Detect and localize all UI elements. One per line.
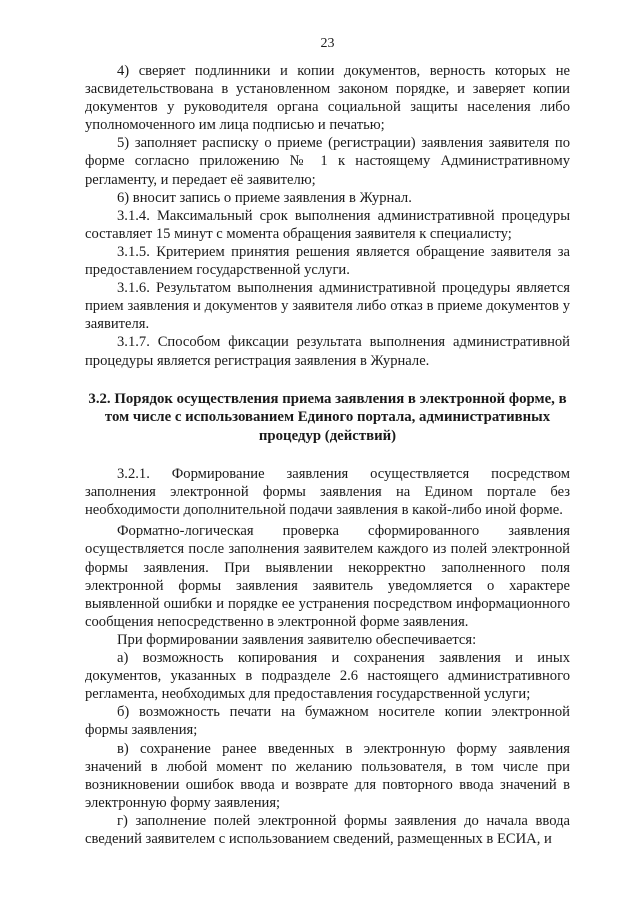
bottom-paragraphs: [85, 465, 570, 848]
paragraph: 5) заполняет расписку о приеме (регистрации) заявления заявителя по форме согласно приложению № 1 к настоящему Административному регламенту, и передает её заявителю;: [85, 135, 570, 188]
paragraph: 6) вносит запись о приеме заявления в Журнал.: [117, 189, 412, 206]
paragraph: 3.1.7. Способом фиксации результата выполнения административной процедуры является регистрация заявления в Журнале.: [85, 334, 570, 369]
paragraph: г) заполнение полей электронной формы заявления до начала ввода сведений заявителем с использованием сведений, размещенных в ЕСИА, и: [85, 812, 570, 847]
top-paragraphs: [85, 62, 570, 370]
paragraph: 3.1.4. Максимальный срок выполнения административной процедуры составляет 15 минут с момента обращения заявителя к специалисту;: [85, 207, 570, 242]
paragraph: 3.2.1. Формирование заявления осуществляется посредством заполнения электронной формы заявления на Едином портале без необходимости дополнительной подачи заявления в какой-либо иной форме.: [85, 466, 570, 519]
paragraph: 3.1.6. Результатом выполнения административной процедуры является прием заявления и документов у заявителя либо отказ в приеме документов у заявителя.: [85, 280, 570, 333]
paragraph: б) возможность печати на бумажном носителе копии электронной формы заявления;: [85, 704, 570, 739]
paragraph: Форматно-логическая проверка сформированного заявления осуществляется после заполнения заявителем каждого из полей электронной формы заявления. При выявлении некорректно заполненного поля электронной формы заявления заявитель уведомляется о характере выявленной ошибки и порядке ее устранения посредством информационного сообщения непосредственно в электронной форме заявления.: [85, 523, 570, 630]
section-heading-line: том числе с использованием Единого портала, административных: [104, 409, 551, 426]
page-number: 23: [320, 36, 335, 51]
paragraph: 3.1.5. Критерием принятия решения является обращение заявителя за предоставлением государственной услуги.: [85, 243, 570, 279]
paragraph: а) возможность копирования и сохранения заявления и иных документов, указанных в подразделе 2.6 настоящего административного регламента, необходимых для предоставления государственной услуги;: [85, 650, 570, 703]
paragraph: в) сохранение ранее введенных в электронную форму заявления значений в любой момент по желанию пользователя, в том числе при возникновении ошибок ввода и возврате для повторного ввода значений в электронную форму заявления;: [85, 740, 570, 811]
section-heading-line: 3.2. Порядок осуществления приема заявления в электронной форме, в: [88, 390, 567, 407]
section-heading-line: процедур (действий): [258, 427, 397, 444]
paragraph: 4) сверяет подлинники и копии документов, верность которых не засвидетельствована в установленном законом порядке, и заверяет копии документов у руководителя органа социальной защиты населения либо уполномоченного им лица подписью и печатью;: [85, 63, 570, 134]
section-heading: [85, 390, 570, 446]
paragraph: При формировании заявления заявителю обеспечивается:: [117, 631, 477, 648]
